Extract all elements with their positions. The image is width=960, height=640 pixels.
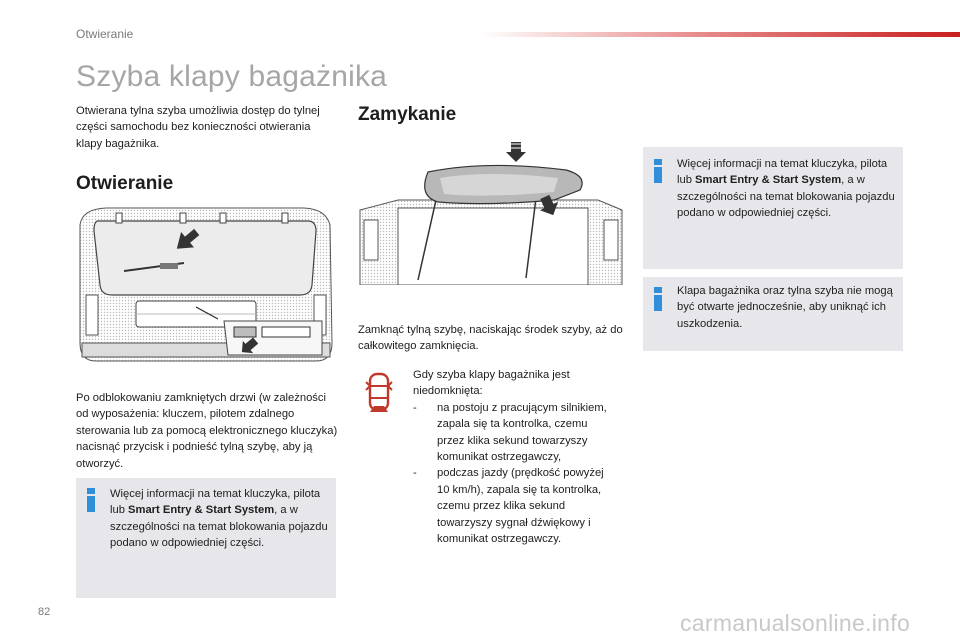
closing-figure: [358, 140, 626, 285]
page-number: 82: [38, 606, 51, 618]
right-info-box-glass: [643, 277, 903, 351]
opening-info-box: [76, 478, 336, 598]
opening-text: Po odblokowaniu zamkniętych drzwi (w zależności od wyposażenia: kluczem, pilotem zdalnego sterowania lub za pomocą elektronicznego kluczyka) nacisnąć przycisk i podnieść tylną szybę, aby ją otworzyć.: [76, 392, 338, 470]
info-icon: [653, 159, 663, 183]
right-info-keys-text: Więcej informacji na temat kluczyka, pilota lub Smart Entry & Start System, a w szczególności na temat blokowania pojazdu podano w odpowiedniej części.: [677, 158, 895, 220]
info-icon: [653, 287, 663, 311]
smart-entry-term: Smart Entry & Start System: [128, 504, 275, 517]
opening-heading: Otwieranie: [76, 173, 174, 194]
opening-figure: [76, 203, 338, 363]
info-icon: [86, 488, 96, 512]
warning-item: - podczas jazdy (prędkość powyżej 10 km/h), zapala się ta kontrolka, czemu przez klika sekund towarzyszy sygnał dźwiękowy i komunikat ostrzegawczy.: [413, 467, 604, 546]
right-info-glass-text: Klapa bagażnika oraz tylna szyba nie mogą być otwarte jednocześnie, aby uniknąć ich uszkodzenia.: [677, 285, 893, 330]
watermark: carmanualsonline.info: [680, 610, 911, 636]
section-header: Otwieranie: [76, 27, 134, 41]
warning-list: [413, 400, 613, 548]
header-accent-bar: [480, 32, 960, 37]
intro-text: Otwierana tylna szyba umożliwia dostęp do tylnej części samochodu bez konieczności otwierania klapy bagażnika.: [76, 105, 320, 150]
page-title: Szyba klapy bagażnika: [76, 60, 388, 93]
warning-intro: Gdy szyba klapy bagażnika jest niedomknięta:: [413, 369, 570, 398]
smart-entry-term: Smart Entry & Start System: [695, 174, 842, 187]
opening-info-text: Więcej informacji na temat kluczyka, pilota lub Smart Entry & Start System, a w szczególności na temat blokowania pojazdu podano w odpowiedniej części.: [110, 488, 328, 550]
warning-block: [413, 367, 613, 547]
trunk-open-warning-icon: [364, 372, 394, 412]
closing-heading: Zamykanie: [358, 104, 457, 125]
warning-item: - na postoju z pracującym silnikiem, zapala się ta kontrolka, czemu przez klika sekund towarzyszy komunikat ostrzegawczy,: [413, 401, 607, 464]
right-info-box-keys: [643, 147, 903, 269]
closing-text: Zamknąć tylną szybę, naciskając środek szyby, aż do całkowitego zamknięcia.: [358, 324, 623, 353]
